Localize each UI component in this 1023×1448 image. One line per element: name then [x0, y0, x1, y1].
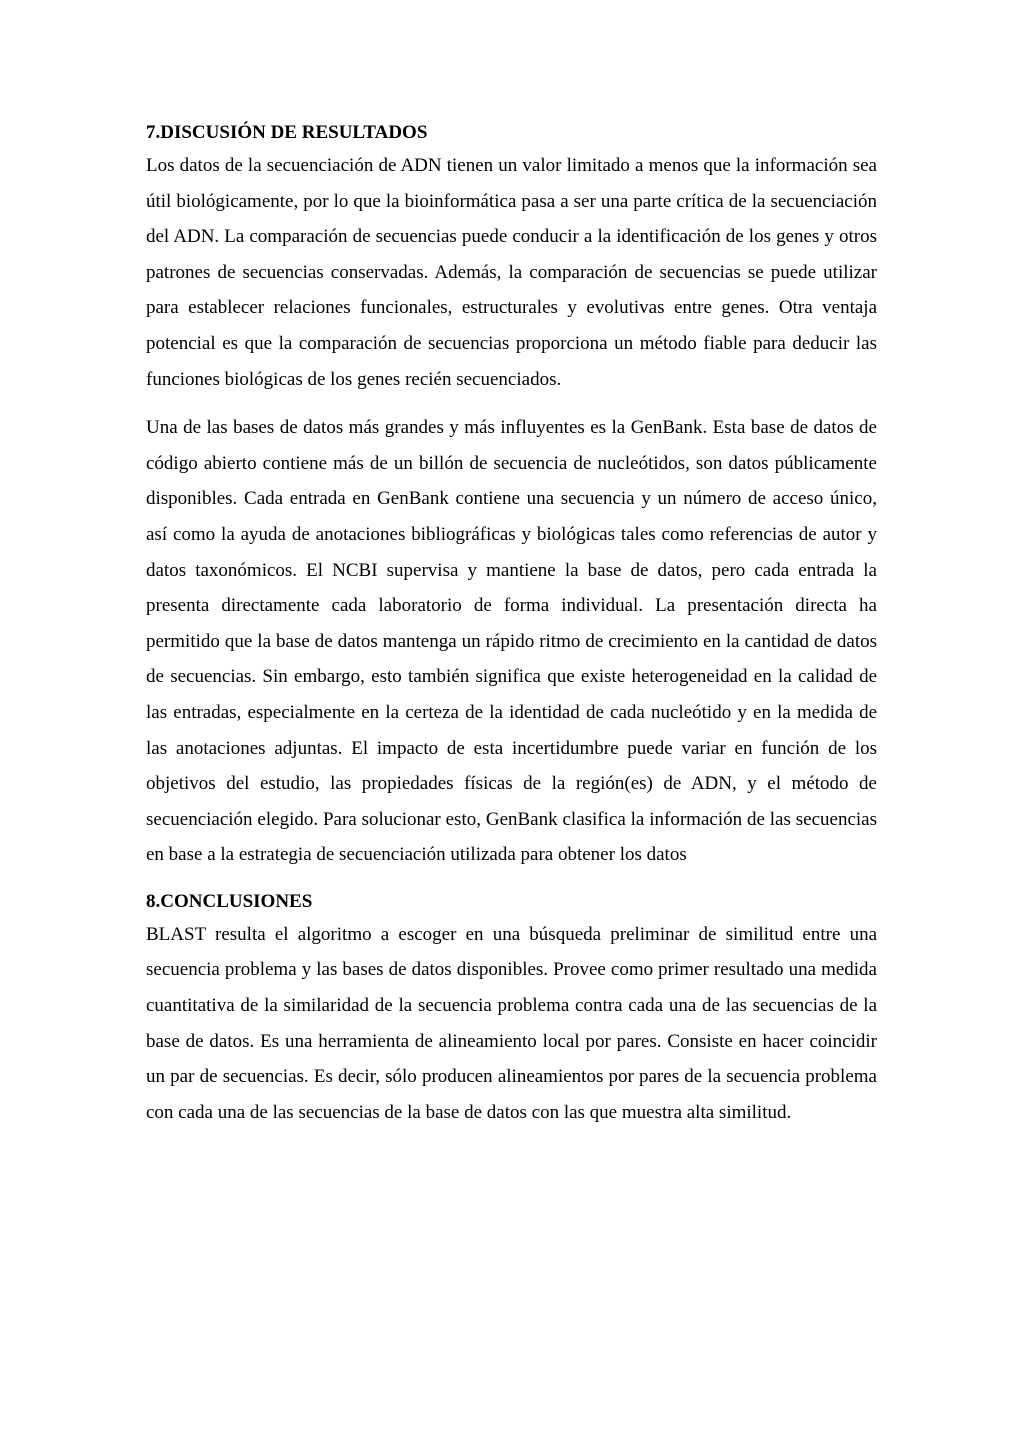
paragraph-discusion-1: Los datos de la secuenciación de ADN tienen un valor limitado a menos que la información sea útil biológicamente, por lo que la bioinformática pasa a ser una parte crítica de la secuenciación del ADN. La comparación de secuencias puede conducir a la identificación de los genes y otros patrones de secuencias conservadas. Además, la comparación de secuencias se puede utilizar para establecer relaciones funcionales, estructurales y evolutivas entre genes. Otra ventaja potencial es que la comparación de secuencias proporciona un método fiable para deducir las funciones biológicas de los genes recién secuenciados. [146, 155, 877, 390]
paragraph-conclusiones-1: BLAST resulta el algoritmo a escoger en una búsqueda preliminar de similitud entre una secuencia problema y las bases de datos disponibles. Provee como primer resultado una medida cuantitativa de la similaridad de la secuencia problema contra cada una de las secuencias de la base de datos. Es una herramienta de alineamiento local por pares. Consiste en hacer coincidir un par de secuencias. Es decir, sólo producen alineamientos por pares de la secuencia problema con cada una de las secuencias de la base de datos con las que muestra alta similitud. [146, 923, 877, 1123]
section-heading-conclusiones: 8.CONCLUSIONES [146, 890, 313, 912]
section-spacer [146, 873, 877, 887]
paragraph-spacer [146, 397, 877, 410]
document-page [146, 118, 877, 1130]
paragraph-discusion-2: Una de las bases de datos más grandes y más influyentes es la GenBank. Esta base de datos de código abierto contiene más de un billón de secuencia de nucleótidos, son datos públicamente disponibles. Cada entrada en GenBank contiene una secuencia y un número de acceso único, así como la ayuda de anotaciones bibliográficas y biológicas tales como referencias de autor y datos taxonómicos. El NCBI supervisa y mantiene la base de datos, pero cada entrada la presenta directamente cada laboratorio de forma individual. La presentación directa ha permitido que la base de datos mantenga un rápido ritmo de crecimiento en la cantidad de datos de secuencias. Sin embargo, esto también significa que existe heterogeneidad en la calidad de las entradas, especialmente en la certeza de la identidad de cada nucleótido y en la medida de las anotaciones adjuntas. El impacto de esta incertidumbre puede variar en función de los objetivos del estudio, las propiedades físicas de la región(es) de ADN, y el método de secuenciación elegido. Para solucionar esto, GenBank clasifica la información de las secuencias en base a la estrategia de secuenciación utilizada para obtener los datos [146, 417, 877, 866]
section-heading-discusion: 7.DISCUSIÓN DE RESULTADOS [146, 122, 428, 143]
